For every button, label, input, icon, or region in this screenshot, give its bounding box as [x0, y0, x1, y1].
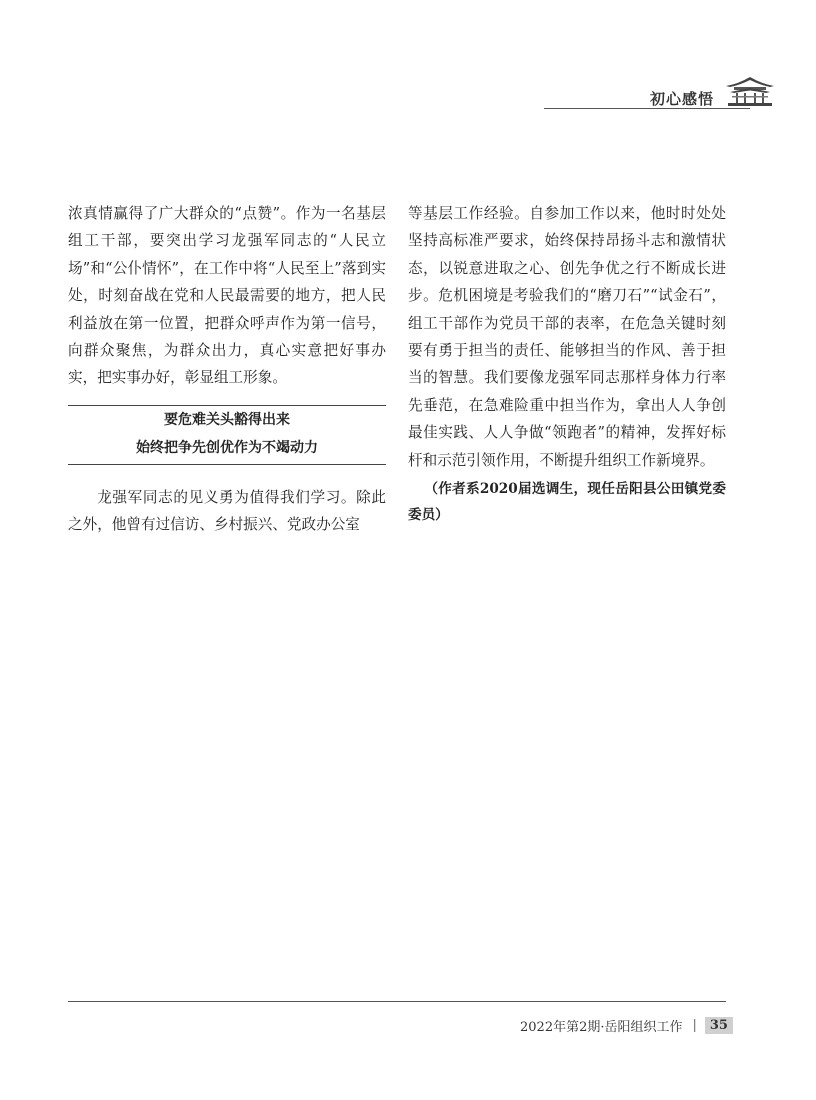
section-subheading	[68, 405, 386, 465]
footer	[520, 1016, 733, 1035]
subheading-line-1: 要危难关头豁得出来	[164, 412, 290, 428]
left-paragraph-2: 龙强军同志的见义勇为值得我们学习。除此之外，他曾有过信访、乡村振兴、党政办公室	[68, 489, 386, 534]
left-column-top	[68, 200, 386, 392]
right-column	[408, 200, 726, 528]
page-number: 35	[705, 1017, 733, 1034]
footer-separator: |	[692, 1018, 697, 1033]
author-note: （作者系2020届选调生，现任岳阳县公田镇党委委员）	[408, 481, 726, 524]
subheading-line-2: 始终把争先创优作为不竭动力	[136, 440, 318, 456]
header-rule	[544, 108, 750, 109]
left-column-bottom	[68, 484, 386, 539]
footer-rule	[68, 1001, 726, 1002]
footer-issue: 2022年第2期·岳阳组织工作	[520, 1020, 683, 1035]
pavilion-icon	[724, 74, 776, 108]
section-title: 初心感悟	[650, 90, 715, 108]
left-paragraph-1: 浓真情赢得了广大群众的“点赞”。作为一名基层组工干部，要突出学习龙强军同志的“人民立场”和“公仆情怀”，在工作中将“人民至上”落到实处，时刻奋战在党和人民最需要的地方，把人民利益放在第一位置，把群众呼声作为第一信号，向群众聚焦，为群众出力，真心实意把好事办实，把实事办好，彰显组工形象。	[68, 205, 386, 387]
right-paragraph-1: 等基层工作经验。自参加工作以来，他时时处处坚持高标准严要求，始终保持昂扬斗志和激情状态，以锐意进取之心、创先争优之行不断成长进步。危机困境是考验我们的“磨刀石”“试金石”，组工干部作为党员干部的表率，在危急关键时刻要有勇于担当的责任、能够担当的作风、善于担当的智慧。我们要像龙强军同志那样身体力行率先垂范，在急难险重中担当作为，拿出人人争创最佳实践、人人争做“领跑者”的精神，发挥好标杆和示范引领作用，不断提升组织工作新境界。	[408, 205, 726, 469]
